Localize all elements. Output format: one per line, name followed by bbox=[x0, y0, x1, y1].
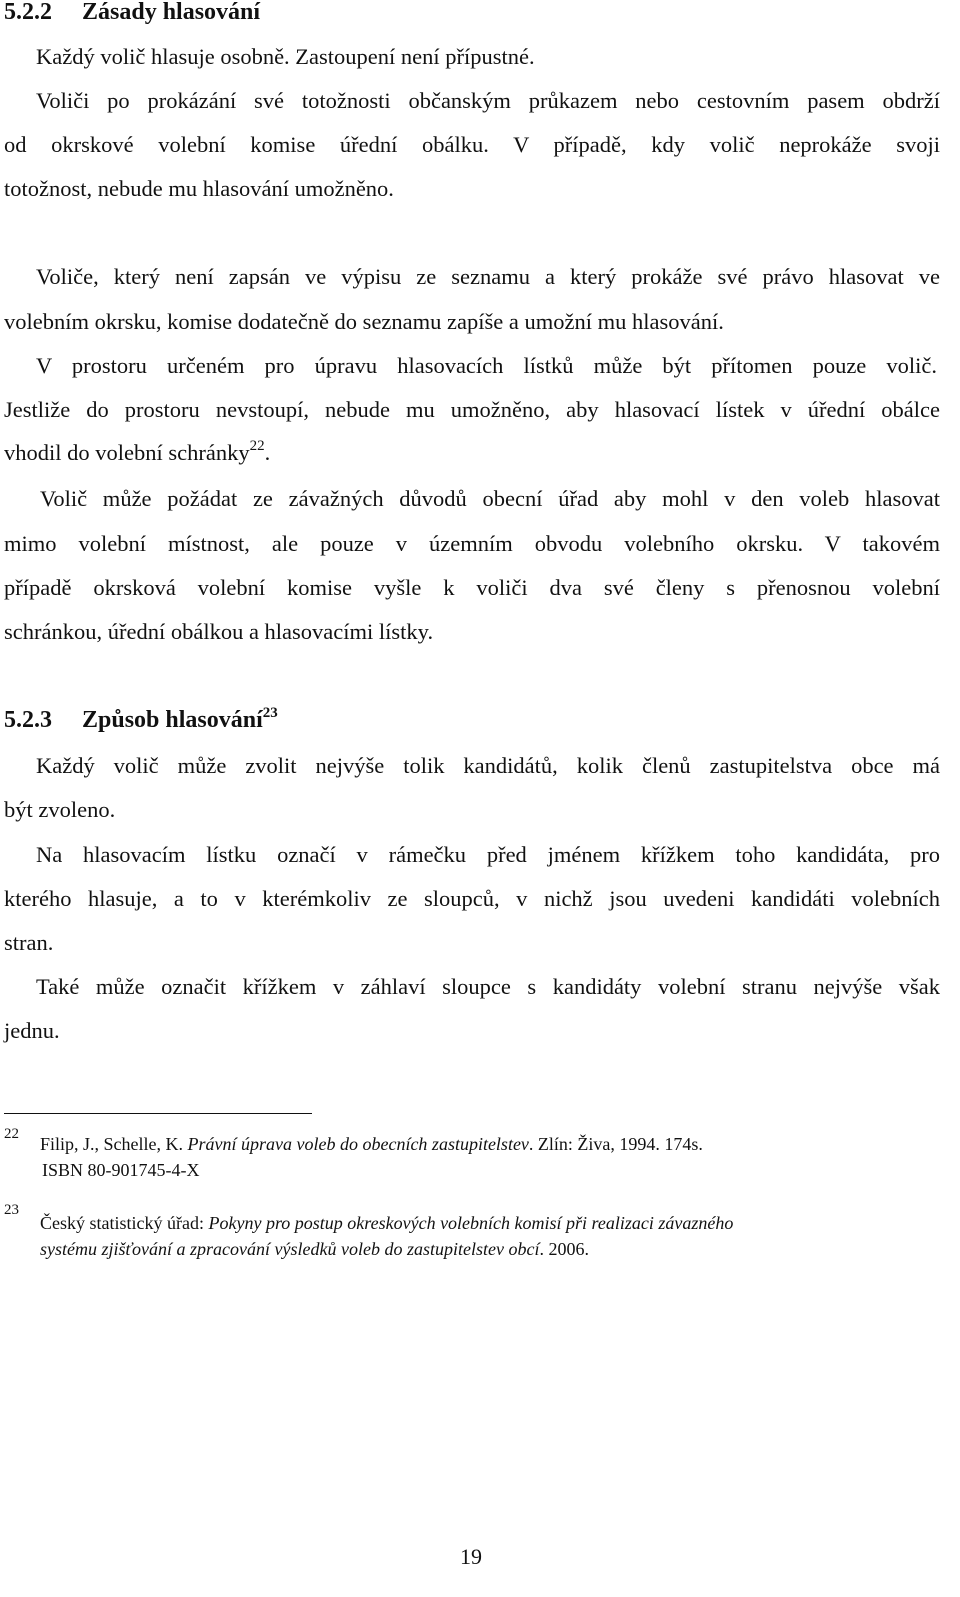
footnote-22-isbn: ISBN 80-901745-4-X bbox=[42, 1160, 200, 1180]
text-run: vhodil do volební schránky bbox=[4, 440, 250, 465]
footnote-23-line bbox=[40, 1211, 733, 1235]
footnote-reference-22[interactable]: 22 bbox=[249, 438, 265, 454]
paragraph-line: mimo volební místnost, ale pouze v územním obvodu volebního okrsku. V takovém bbox=[4, 531, 940, 556]
paragraph-line: Voliče, který není zapsán ve výpisu ze seznamu a který prokáže své právo hlasovat ve bbox=[36, 264, 940, 289]
footnote-number: 22 bbox=[4, 1126, 19, 1142]
section-heading-5-2-3 bbox=[4, 705, 278, 735]
paragraph-line: jednu. bbox=[4, 1018, 60, 1043]
paragraph-line: Jestliže do prostoru nevstoupí, nebude mu umožněno, aby hlasovací lístek v úřední obálce bbox=[4, 397, 940, 422]
text-run: . bbox=[264, 440, 271, 465]
footnote-separator bbox=[4, 1113, 312, 1114]
text-run: Filip, J., Schelle, K. bbox=[40, 1134, 188, 1154]
paragraph-line: Každý volič může zvolit nejvýše tolik kandidátů, kolik členů zastupitelstva obce má bbox=[36, 753, 940, 778]
page-number: 19 bbox=[460, 1544, 482, 1569]
section-number: 5.2.2 bbox=[4, 0, 52, 25]
paragraph-line: schránkou, úřední obálkou a hlasovacími lístky. bbox=[4, 619, 434, 644]
text-run: . 2006. bbox=[539, 1239, 589, 1259]
paragraph-line: od okrskové volební komise úřední obálku. V případě, kdy volič neprokáže svoji bbox=[4, 132, 940, 157]
footnote-22-line bbox=[40, 1132, 703, 1156]
text-run: . Zlín: Živa, 1994. 174s. bbox=[528, 1134, 703, 1154]
paragraph-line: Na hlasovacím lístku označí v rámečku před jménem křížkem toho kandidáta, pro bbox=[36, 842, 940, 867]
paragraph-line: Také může označit křížkem v záhlaví sloupce s kandidáty volební stranu nejvýše však bbox=[36, 974, 940, 999]
text-run: Český statistický úřad: bbox=[40, 1213, 209, 1233]
section-title: Způsob hlasování bbox=[82, 707, 263, 733]
paragraph-line bbox=[4, 438, 940, 468]
paragraph-line: V prostoru určeném pro úpravu hlasovacích lístků může být přítomen pouze volič. bbox=[36, 353, 937, 378]
paragraph-line: Každý volič hlasuje osobně. Zastoupení není přípustné. bbox=[36, 44, 535, 69]
footnote-number: 23 bbox=[4, 1202, 19, 1218]
section-title: Zásady hlasování bbox=[82, 0, 261, 25]
paragraph-line: kterého hlasuje, a to v kterémkoliv ze sloupců, v nichž jsou uvedeni kandidáti volebních bbox=[4, 886, 940, 911]
footnote-title: Pokyny pro postup okreskových volebních komisí při realizaci závazného bbox=[208, 1213, 734, 1233]
footnote-title: Právní úprava voleb do obecních zastupitelstev bbox=[187, 1134, 529, 1154]
paragraph-line: být zvoleno. bbox=[4, 797, 116, 822]
section-heading-5-2-2 bbox=[4, 0, 260, 27]
footnote-title: systému zjišťování a zpracování výsledků voleb do zastupitelstev obcí bbox=[40, 1239, 540, 1259]
paragraph-line: stran. bbox=[4, 930, 54, 955]
footnote-reference-23[interactable]: 23 bbox=[262, 705, 278, 721]
paragraph-line: totožnost, nebude mu hlasování umožněno. bbox=[4, 176, 394, 201]
paragraph-line: Voliči po prokázání své totožnosti občanským průkazem nebo cestovním pasem obdrží bbox=[36, 88, 940, 113]
footnote-23-line bbox=[40, 1237, 589, 1261]
paragraph-line: Volič může požádat ze závažných důvodů obecní úřad aby mohl v den voleb hlasovat bbox=[40, 486, 940, 511]
paragraph-line: případě okrsková volební komise vyšle k voliči dva své členy s přenosnou volební bbox=[4, 575, 940, 600]
paragraph-line: volebním okrsku, komise dodatečně do seznamu zapíše a umožní mu hlasování. bbox=[4, 309, 724, 334]
section-number: 5.2.3 bbox=[4, 707, 52, 733]
